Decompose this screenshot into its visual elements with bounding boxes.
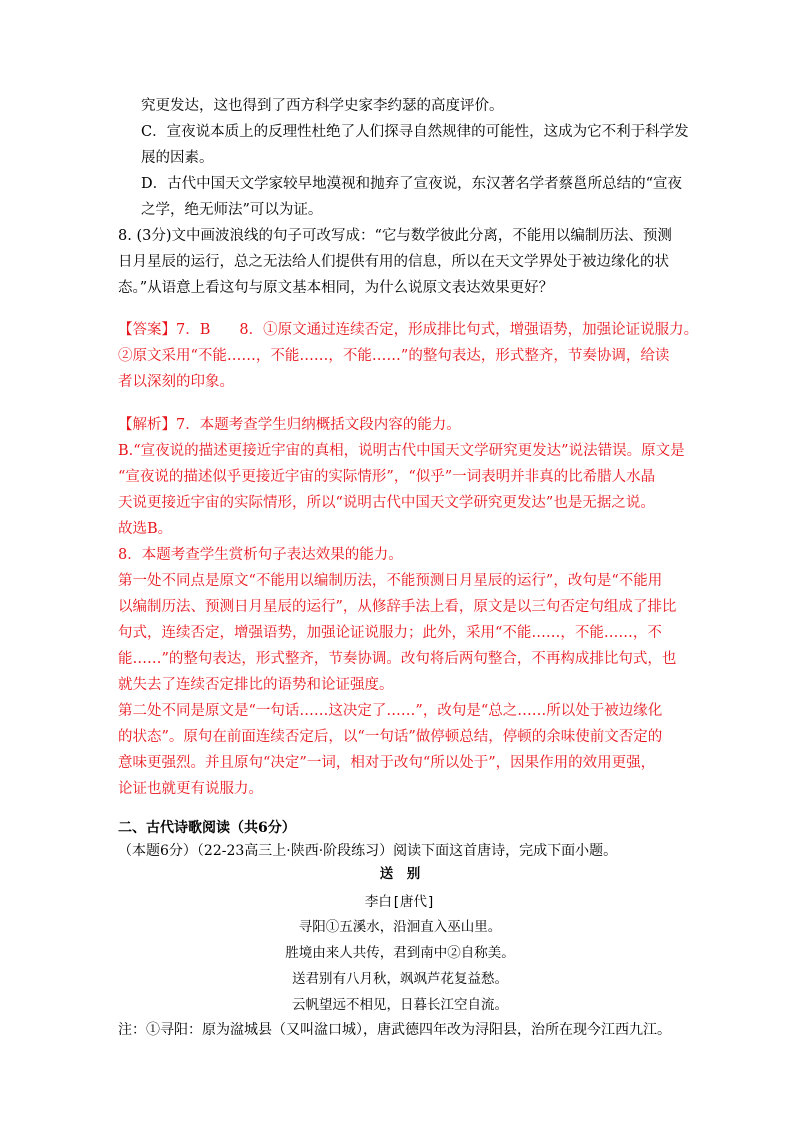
poem-title: 送 别 [379, 866, 421, 882]
analysis-8-line-4: 能……”的整句表达，形式整齐，节奏协调。改句将后两句整合，不再构成排比句式，也 [118, 651, 677, 667]
poem-verse: 云帆望远不相见，日暮长江空自流。 [292, 997, 508, 1013]
analysis-label: 【解析】7．本题考查学生归纳概括文段内容的能力。 [118, 417, 461, 433]
option-b-continued: 究更发达，这也得到了西方科学史家李约瑟的高度评价。 [141, 98, 504, 114]
question-8-line-2: 日月星辰的运行，总之无法给人们提供有用的信息，所以在天文学界处于被边缘化的状 [118, 254, 669, 270]
analysis-7-line-2: “宣夜说的描述似乎更接近宇宙的实际情形”，“似乎”一词表明并非真的比希腊人水晶 [118, 469, 656, 485]
answer-label: 【答案】7．B 8．①原文通过连续否定，形成排比句式，增强语势，加强论证说服力。 [118, 322, 699, 338]
option-c: C．宣夜说本质上的反理性杜绝了人们探寻自然规律的可能性，这成为它不利于科学发 [141, 124, 689, 140]
analysis-8-line-7: 的状态”。原句在前面连续否定后，以“一句话”做停顿总结，停顿的余味使前文否定的 [118, 729, 663, 745]
analysis-7-line-1: B.“宣夜说的描述更接近宇宙的真相，说明古代中国天文学研究更发达”说法错误。原文是 [118, 443, 685, 459]
analysis-8-line-6: 第二处不同是原文是“一句话……这决定了……”，改句是“总之……所以处于被边缘化 [118, 703, 663, 719]
question-8: 8. (3分)文中画波浪线的句子可改写成：“它与数学彼此分离，不能用以编制历法、预测 [118, 228, 672, 244]
poem-verse: 送君别有八月秋，飒飒芦花复益愁。 [292, 971, 508, 987]
analysis-8-line-8: 意味更强烈。并且原句“决定”一词，相对于改句“所以处于”，因果作用的效用更强， [118, 755, 656, 771]
option-c-continued: 展的因素。 [141, 150, 214, 166]
section-intro: （本题6分）（22-23高三上·陕西·阶段练习）阅读下面这首唐诗，完成下面小题。 [118, 843, 618, 859]
section-heading: 二、古代诗歌阅读（共6分） [118, 820, 296, 836]
analysis-8-line-1: 第一处不同点是原文“不能用以编制历法，不能预测日月星辰的运行”，改句是“不能用 [118, 573, 663, 589]
poem-verse: 寻阳①五溪水，沿洄直入巫山里。 [298, 919, 502, 935]
analysis-8-line-9: 论证也就更有说服力。 [118, 781, 263, 797]
analysis-8-line-5: 就失去了连续否定排比的语势和论证强度。 [118, 677, 394, 693]
option-d-continued: 之学，绝无师法”可以为证。 [141, 202, 323, 218]
answer-line-3: 者以深刻的印象。 [118, 374, 234, 390]
question-8-line-3: 态。”从语意上看这句与原文基本相同，为什么说原文表达效果更好？ [118, 280, 554, 296]
option-d: D．古代中国天文学家较早地漠视和抛弃了宣夜说，东汉著名学者蔡邕所总结的“宣夜 [141, 176, 683, 192]
analysis-8-line-2: 以编制历法、预测日月星辰的运行”，从修辞手法上看，原文是以三句否定句组成了排比 [118, 599, 677, 615]
analysis-7-conclusion: 故选B。 [118, 521, 173, 537]
analysis-8-line-3: 句式，连续否定，增强语势，加强论证说服力；此外，采用“不能……，不能……，不 [118, 625, 662, 641]
analysis-7-line-3: 天说更接近宇宙的实际情形，所以“说明古代中国天文学研究更发达”也是无据之说。 [118, 495, 655, 511]
footnote: 注：①寻阳：原为湓城县（又叫湓口城），唐武德四年改为浔阳县，治所在现今江西九江。 [118, 1022, 671, 1038]
answer-line-2: ②原文采用“不能……，不能……，不能……”的整句表达，形式整齐，节奏协调，给读 [118, 348, 670, 364]
poem-verse: 胜境由来人共传，君到南中②自称美。 [285, 945, 515, 961]
analysis-8-heading: 8．本题考查学生赏析句子表达效果的能力。 [118, 547, 403, 563]
poem-author: 李白[唐代] [364, 894, 436, 910]
